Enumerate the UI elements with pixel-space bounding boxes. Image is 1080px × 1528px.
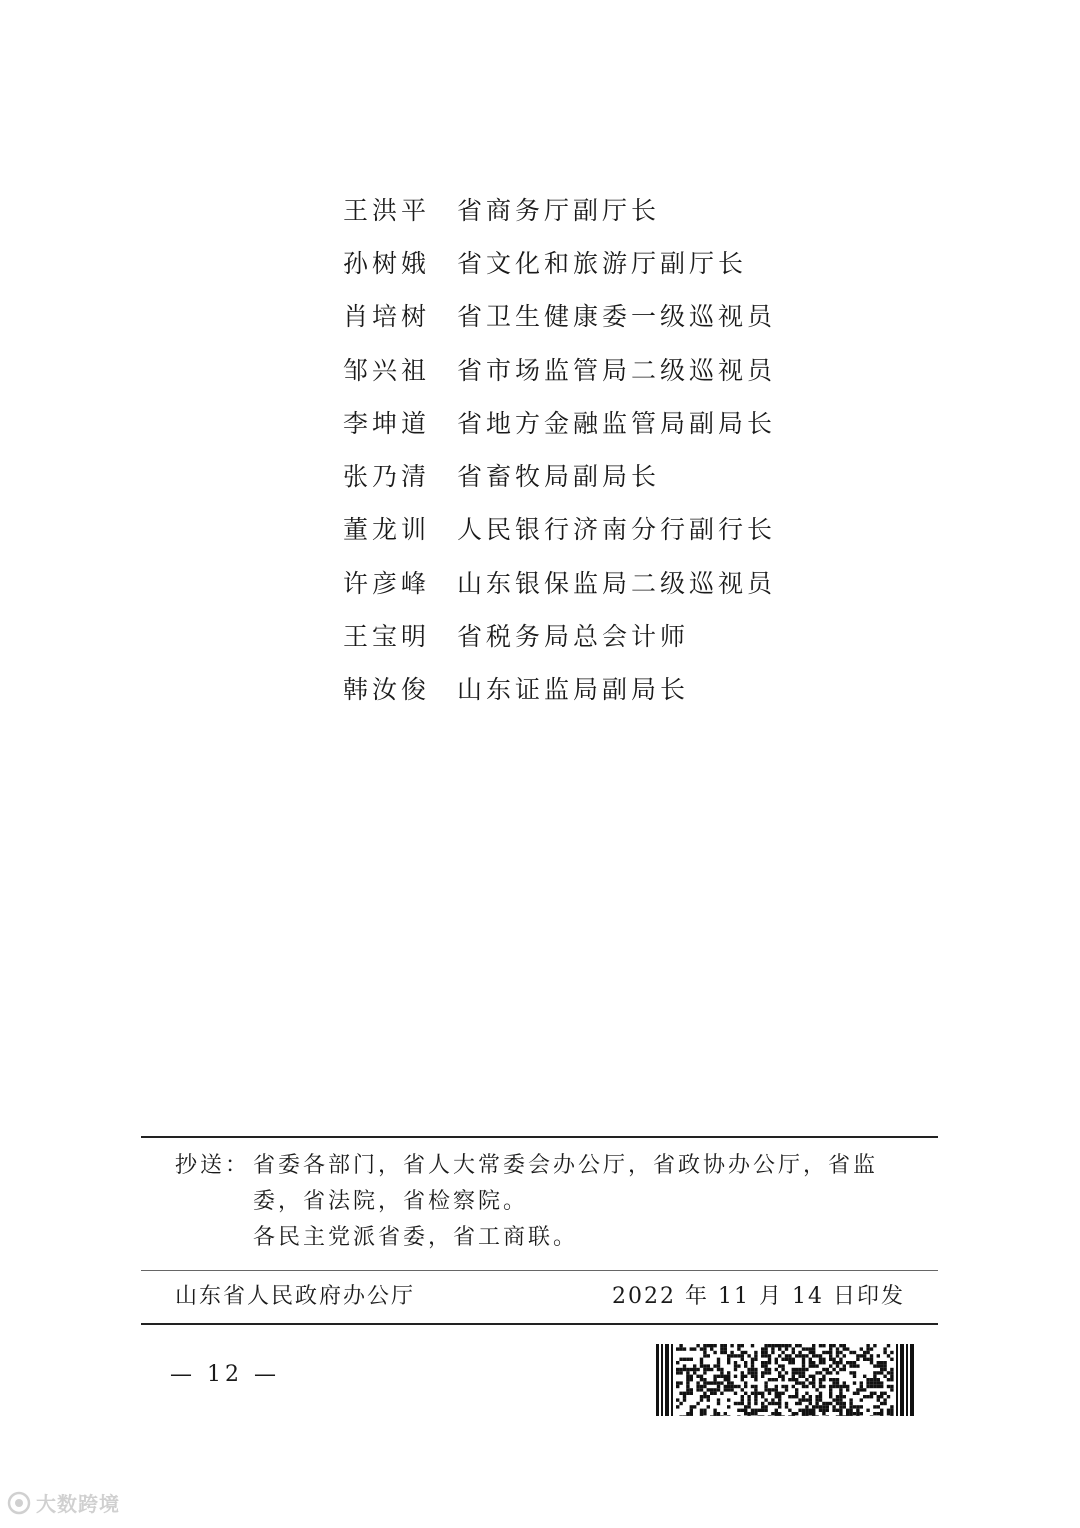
member-row xyxy=(343,395,776,448)
cc-label: 抄送： xyxy=(175,1153,251,1178)
watermark xyxy=(6,1488,120,1517)
member-name: 张乃清 xyxy=(343,462,431,492)
member-name: 董龙训 xyxy=(343,515,431,545)
logo-icon xyxy=(6,1490,32,1516)
member-name: 孙树娥 xyxy=(343,248,431,278)
member-row xyxy=(343,555,776,608)
member-title: 省商务厅副厅长 xyxy=(457,195,661,225)
footer-bottom-rule xyxy=(141,1323,938,1325)
member-title: 省卫生健康委一级巡视员 xyxy=(457,302,777,332)
member-title: 省税务局总会计师 xyxy=(457,622,690,652)
member-title: 省市场监管局二级巡视员 xyxy=(457,355,777,385)
issuer-row xyxy=(175,1279,905,1310)
member-row xyxy=(343,182,776,235)
member-name: 肖培树 xyxy=(343,302,431,332)
member-name: 王宝明 xyxy=(343,622,431,652)
issue-date: 2022 年 11 月 14 日印发 xyxy=(612,1284,905,1309)
cc-recipients-1: 省委各部门，省人大常委会办公厅，省政协办公厅，省监 xyxy=(253,1153,879,1178)
member-row xyxy=(343,608,776,661)
issuer-name: 山东省人民政府办公厅 xyxy=(175,1284,416,1309)
member-row xyxy=(343,289,776,342)
member-title: 山东证监局副局长 xyxy=(457,675,690,705)
member-title: 人民银行济南分行副行长 xyxy=(457,515,777,545)
barcode-icon xyxy=(656,1344,914,1416)
member-title: 省地方金融监管局副局长 xyxy=(457,408,777,438)
page-number: — 12 — xyxy=(170,1362,280,1387)
member-row xyxy=(343,662,776,715)
member-name: 李坤道 xyxy=(343,408,431,438)
member-title: 省畜牧局副局长 xyxy=(457,462,661,492)
member-row xyxy=(343,448,776,501)
member-title: 省文化和旅游厅副厅长 xyxy=(457,248,748,278)
member-row xyxy=(343,342,776,395)
watermark-text: 大数跨境 xyxy=(36,1492,120,1516)
member-name: 韩汝俊 xyxy=(343,675,431,705)
cc-recipients-3: 各民主党派省委，省工商联。 xyxy=(253,1225,579,1250)
member-row xyxy=(343,502,776,555)
cc-top-rule xyxy=(141,1136,938,1138)
cc-first-line xyxy=(175,1148,910,1184)
member-row xyxy=(343,235,776,288)
cc-block xyxy=(175,1148,910,1256)
member-name: 王洪平 xyxy=(343,195,431,225)
member-name: 许彦峰 xyxy=(343,568,431,598)
cc-recipients-2: 委，省法院，省检察院。 xyxy=(253,1189,529,1214)
cc-bottom-rule xyxy=(141,1270,938,1271)
member-name: 邹兴祖 xyxy=(343,355,431,385)
member-list xyxy=(343,182,776,715)
member-title: 山东银保监局二级巡视员 xyxy=(457,568,777,598)
